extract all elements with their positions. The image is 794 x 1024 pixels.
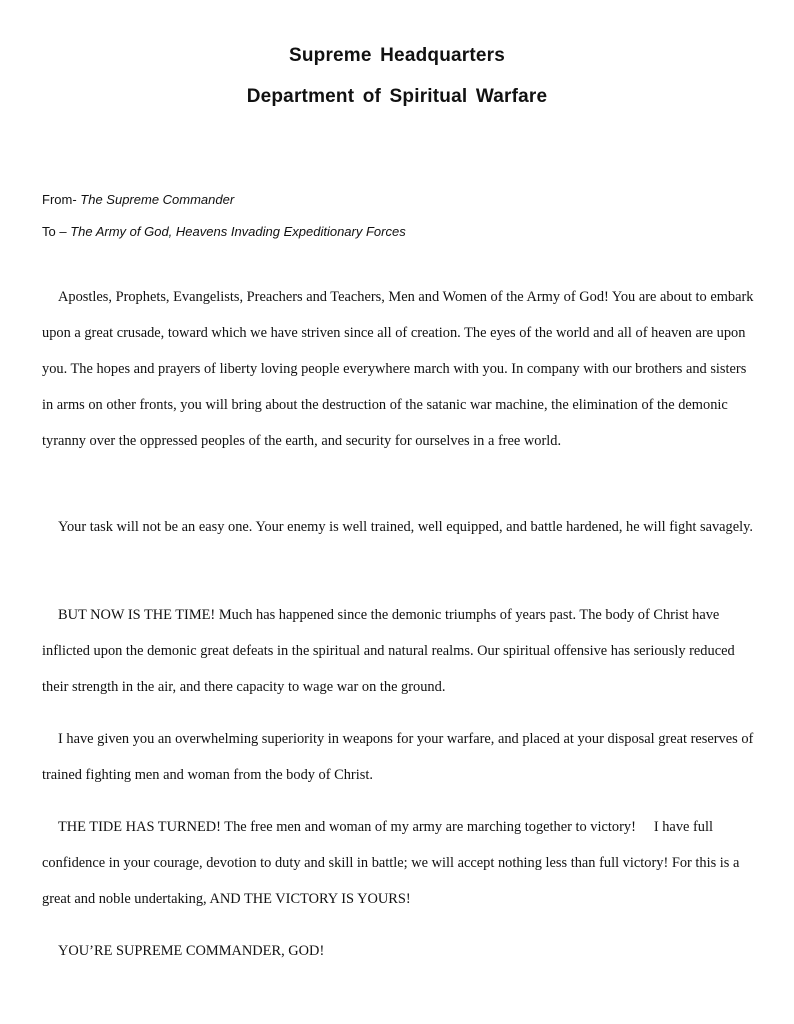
page-title: Supreme Headquarters: [288, 45, 506, 66]
body-paragraph-3: BUT NOW IS THE TIME! Much has happened since the demonic triumphs of years past. The body of Christ have inflicted upon the demonic great defeats in the spiritual and natural realms. Our spiritual offensive has seriously reduced their strength in the air, and there capacity to wage war on the ground.: [42, 607, 735, 695]
from-label: From-: [42, 192, 81, 207]
to-value: The Army of God, Heavens Invading Expeditionary Forces: [70, 224, 406, 239]
signature-line: YOU’RE SUPREME COMMANDER, GOD!: [58, 943, 325, 959]
body-paragraph-4: I have given you an overwhelming superiority in weapons for your warfare, and placed at your disposal great reserves of trained fighting men and woman from the body of Christ.: [42, 731, 754, 783]
page-subtitle: Department of Spiritual Warfare: [246, 86, 548, 107]
body-paragraph-1: Apostles, Prophets, Evangelists, Preachers and Teachers, Men and Women of the Army of God! You are about to embark upon a great crusade, toward which we have striven since all of creation. The eyes of the world and all of heaven are upon you. The hopes and prayers of liberty loving people everywhere march with you. In company with our brothers and sisters in arms on other fronts, you will bring about the destruction of the satanic war machine, the elimination of the demonic tyranny over the oppressed peoples of the earth, and security for ourselves in a free world.: [42, 289, 754, 449]
body-paragraph-5: THE TIDE HAS TURNED! The free men and woman of my army are marching together to victory! I have full confidence in your courage, devotion to duty and skill in battle; we will accept nothing less than full victory! For this is a great and noble undertaking, AND THE VICTORY IS YOURS!: [42, 819, 743, 907]
body-paragraph-2: Your task will not be an easy one. Your enemy is well trained, well equipped, and battle hardened, he will fight savagely.: [58, 519, 753, 535]
from-value: The Supreme Commander: [80, 192, 235, 207]
from-line: [42, 192, 234, 207]
to-line: [42, 224, 406, 239]
to-label: To –: [42, 224, 71, 239]
